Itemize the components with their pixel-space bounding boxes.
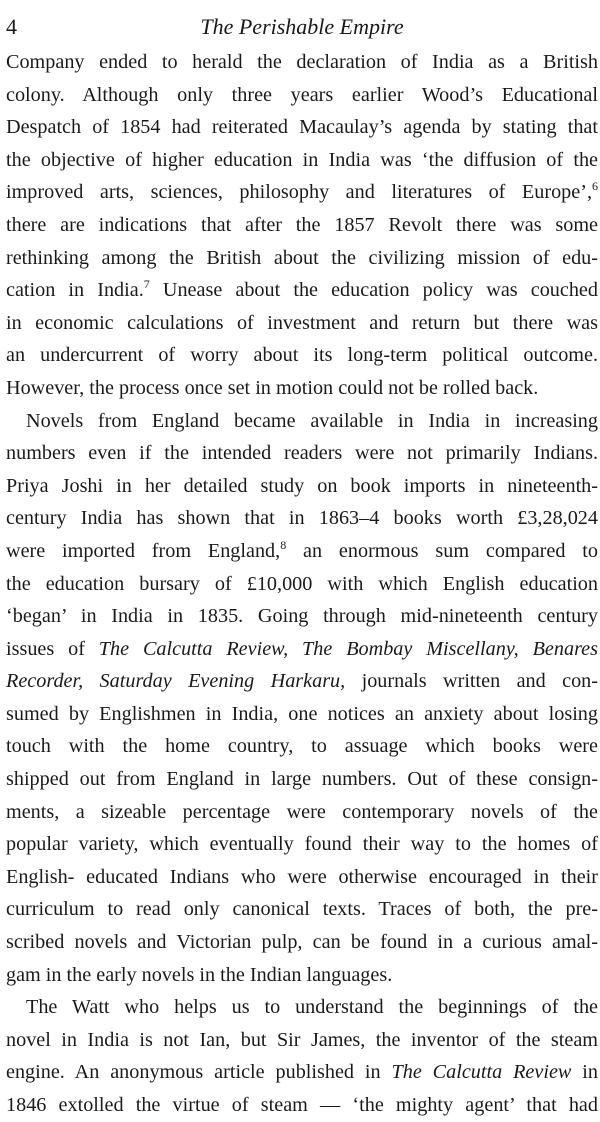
text-line: [6, 893, 598, 926]
text-run: scribed novels and Victorian pulp, can be found in a curious amal-: [6, 931, 598, 954]
text-line: [6, 600, 598, 633]
text-line: [6, 307, 598, 340]
text-line: [6, 665, 598, 698]
text-run: novel in India is not Ian, but Sir James, the inventor of the steam: [6, 1028, 598, 1051]
text-run: in: [571, 1061, 598, 1084]
italic-title: The Calcutta Review, The Bombay Miscellany, Benares: [98, 637, 598, 660]
footnote-marker: 7: [143, 277, 150, 292]
text-run: there are indications that after the 1857 Revolt there was some: [6, 213, 598, 236]
text-line: [6, 470, 598, 503]
text-run: colony. Although only three years earlier Wood’s Educational: [6, 83, 598, 106]
text-line: [6, 568, 598, 601]
text-run: century India has shown that in 1863–4 books worth £3,28,024: [6, 507, 598, 530]
paragraph-3: [6, 991, 598, 1121]
text-run: improved arts, sciences, philosophy and literatures of Europe’,: [6, 181, 592, 204]
text-line: [6, 763, 598, 796]
book-page: [6, 8, 598, 1122]
text-line: [6, 926, 598, 959]
text-line: [6, 698, 598, 731]
text-run: Company ended to herald the declaration of India as a British: [6, 51, 598, 73]
text-run: an undercurrent of worry about its long-term political outcome.: [6, 344, 598, 367]
text-line: [6, 502, 598, 535]
text-run: cation in India.: [6, 279, 144, 302]
text-run: shipped out from England in large numbers. Out of these consign-: [6, 768, 598, 791]
text-run: popular variety, which eventually found their way to the homes of: [6, 833, 598, 856]
text-line: [6, 861, 598, 894]
text-line: [6, 176, 598, 209]
text-line: [6, 633, 598, 666]
text-run: touch with the home country, to assuage which books were: [6, 735, 598, 758]
text-line: [6, 144, 598, 177]
footnote-marker: 8: [280, 537, 287, 552]
text-line: [6, 991, 598, 1024]
text-line: [6, 339, 598, 372]
text-line: [6, 437, 598, 470]
text-line: [6, 959, 598, 992]
text-line: [6, 405, 598, 438]
text-line: [6, 535, 598, 568]
text-run: the education bursary of £10,000 with which English education: [6, 572, 598, 595]
text-line: [6, 1056, 598, 1089]
body-text: [6, 46, 598, 1122]
text-line: [6, 274, 598, 307]
text-run: in economic calculations of investment and return but there was: [6, 311, 598, 334]
text-run: an enormous sum compared to: [286, 539, 598, 562]
italic-title: Recorder, Saturday Evening Harkaru,: [6, 670, 346, 693]
text-run: ‘began’ in India in 1835. Going through mid-nineteenth century: [6, 605, 598, 628]
text-run: were imported from England,: [6, 539, 281, 562]
text-run: gam in the early novels in the Indian languages.: [6, 963, 393, 986]
paragraph-2: [6, 405, 598, 992]
text-line: [6, 1089, 598, 1122]
text-line: [6, 79, 598, 112]
italic-title: The Calcutta Review: [391, 1061, 572, 1084]
text-line: [6, 372, 598, 405]
text-line: [6, 242, 598, 275]
paragraph-1: [6, 46, 598, 405]
footnote-marker: 6: [592, 179, 598, 194]
text-run: the objective of higher education in India was ‘the diffusion of the: [6, 148, 598, 171]
text-run: However, the process once set in motion could not be rolled back.: [6, 376, 539, 399]
text-run: numbers even if the intended readers were not primarily Indians.: [6, 442, 598, 465]
text-run: issues of: [6, 637, 99, 660]
page-number: 4: [6, 14, 17, 39]
text-line: [6, 796, 598, 829]
text-run: sumed by Englishmen in India, one notices an anxiety about losing: [6, 702, 598, 725]
running-title: The Perishable Empire: [200, 14, 404, 39]
text-run: curriculum to read only canonical texts. Traces of both, the pre-: [6, 898, 598, 921]
running-head: [6, 8, 598, 44]
text-run: Novels from England became available in India in increasing: [26, 409, 598, 432]
text-line: [6, 209, 598, 242]
text-run: rethinking among the British about the civilizing mission of edu-: [6, 246, 598, 269]
text-run: English- educated Indians who were otherwise encouraged in their: [6, 865, 598, 888]
text-run: Priya Joshi in her detailed study on book imports in nineteenth-: [6, 474, 598, 497]
text-run: 1846 extolled the virtue of steam — ‘the mighty agent’ that had: [6, 1094, 598, 1116]
text-line: [6, 111, 598, 144]
text-run: engine. An anonymous article published in: [6, 1061, 392, 1084]
text-line: [6, 730, 598, 763]
text-line: [6, 828, 598, 861]
text-run: Despatch of 1854 had reiterated Macaulay’s agenda by stating that: [6, 116, 598, 139]
text-run: journals written and con-: [345, 670, 598, 693]
text-run: The Watt who helps us to understand the beginnings of the: [26, 996, 598, 1019]
text-run: Unease about the education policy was couched: [149, 279, 598, 302]
text-run: ments, a sizeable percentage were contemporary novels of the: [6, 800, 598, 823]
text-line: [6, 46, 598, 79]
text-line: [6, 1024, 598, 1057]
